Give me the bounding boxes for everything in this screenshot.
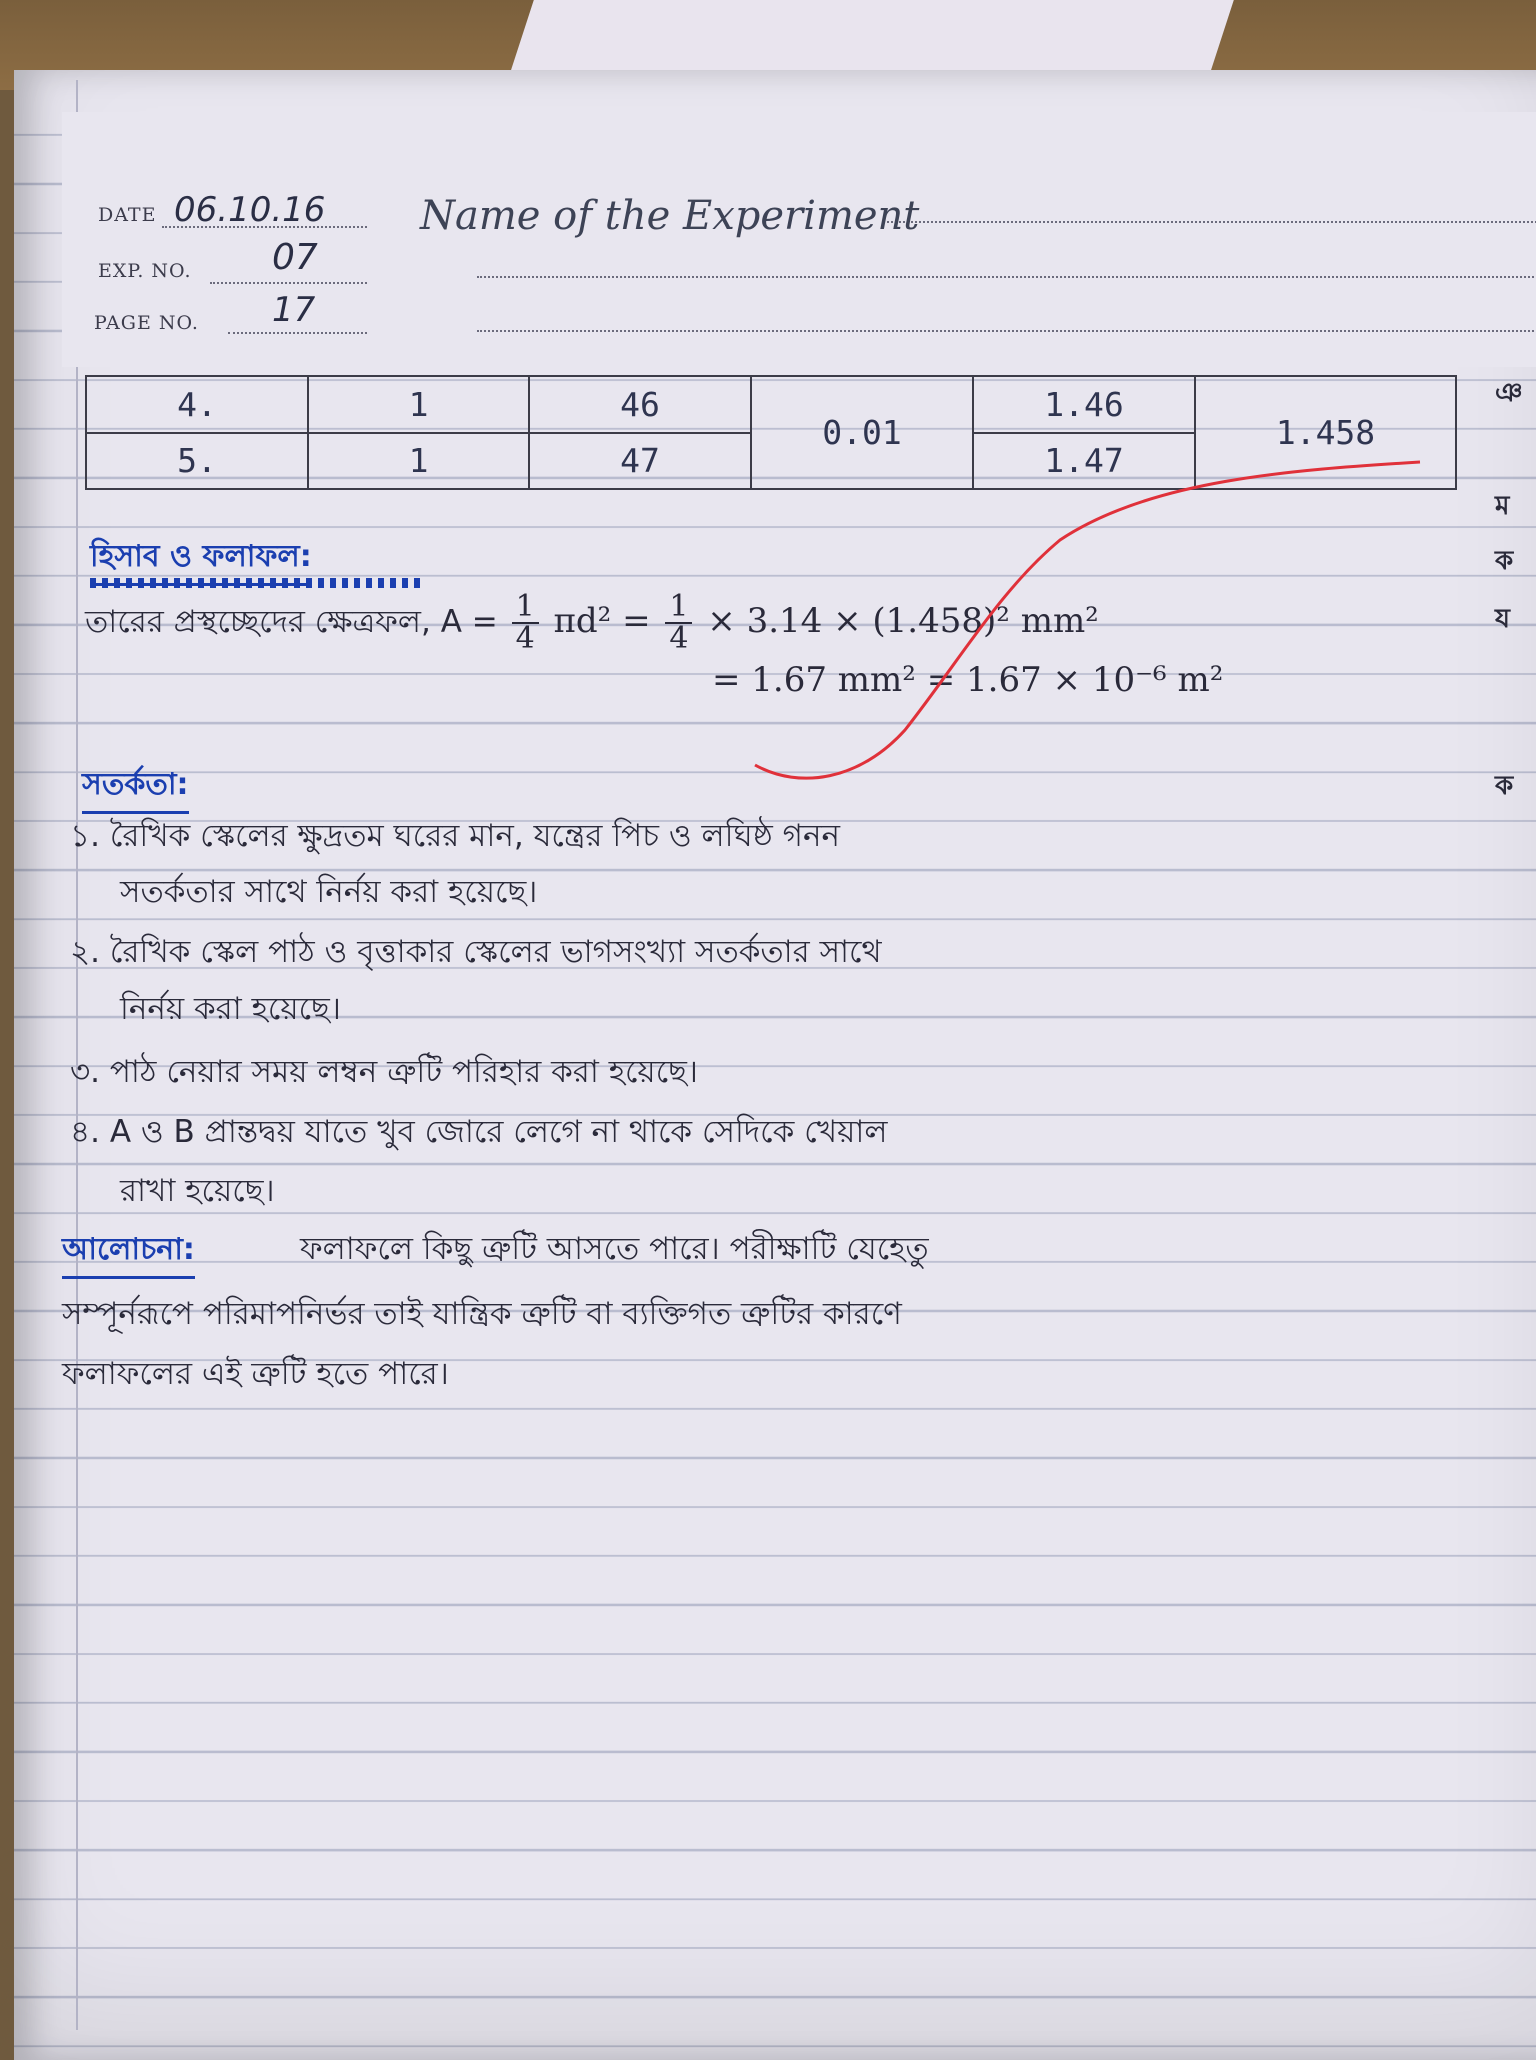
equals-sign: = xyxy=(622,601,651,641)
page-no-value: 17 xyxy=(272,290,316,330)
table-cell: 1 xyxy=(308,376,529,433)
date-label: DATE xyxy=(98,204,157,226)
list-item: সতর্কতার সাথে নির্নয় করা হয়েছে। xyxy=(120,874,538,910)
experiment-title: Name of the Experiment xyxy=(420,193,920,239)
page-no-label: PAGE NO. xyxy=(94,312,199,334)
exp-no-value: 07 xyxy=(272,237,318,278)
table-cell: 1 xyxy=(308,433,529,490)
fraction: $\frac{1}{4}$ xyxy=(512,592,539,654)
list-item: নির্নয় করা হয়েছে। xyxy=(120,991,341,1027)
table-cell: 1.458 xyxy=(1195,376,1456,489)
pi-d-squared: πd² xyxy=(553,601,612,641)
list-item: ৩. পাঠ নেয়ার সময় লম্বন ত্রুটি পরিহার করা হয়েছে। xyxy=(70,1054,699,1090)
area-text: তারের প্রস্থচ্ছেদের ক্ষেত্রফল, A = xyxy=(85,604,498,640)
date-value: 06.10.16 xyxy=(174,190,326,230)
edge-glyph: ঞ xyxy=(1495,378,1523,408)
list-item: রাখা হয়েছে। xyxy=(120,1173,275,1209)
discussion-line-1: ফলাফলে কিছু ত্রুটি আসতে পারে। পরীক্ষাটি যেহেতু xyxy=(300,1231,929,1267)
calculation-title: হিসাব ও ফলাফল: xyxy=(90,532,312,586)
table-cell: 5. xyxy=(86,433,308,490)
calculation-line-2: = 1.67 mm² = 1.67 × 10⁻⁶ m² xyxy=(712,660,1224,700)
edge-glyph: য xyxy=(1495,604,1510,634)
list-item: ৪. A ও B প্রান্তদ্বয় যাতে খুব জোরে লেগে না থাকে সেদিকে খেয়াল xyxy=(70,1114,888,1150)
edge-glyph: ক xyxy=(1495,771,1514,801)
list-item: ২. রৈখিক স্কেল পাঠ ও বৃত্তাকার স্কেলের ভাগসংখ্যা সতর্কতার সাথে xyxy=(70,934,882,970)
table-cell: 0.01 xyxy=(751,376,973,489)
precautions-title: সতর্কতা: xyxy=(82,760,189,814)
table-cell: 4. xyxy=(86,376,308,433)
discussion-title: আলোচনা: xyxy=(62,1225,195,1279)
table-cell: 1.47 xyxy=(973,433,1195,490)
table-cell: 1.46 xyxy=(973,376,1195,433)
discussion-line-2: সম্পূর্নরূপে পরিমাপনির্ভর তাই যান্ত্রিক ত্রুটি বা ব্যক্তিগত ত্রুটির কারণে xyxy=(62,1296,902,1332)
fraction: $\frac{1}{4}$ xyxy=(665,592,692,654)
formula-tail: × 3.14 × (1.458)² mm² xyxy=(707,601,1099,641)
table-cell: 47 xyxy=(529,433,751,490)
list-item: ১. রৈখিক স্কেলের ক্ষুদ্রতম ঘরের মান, যন্ত্রের পিচ ও লঘিষ্ঠ গনন xyxy=(70,818,840,854)
exp-no-label: EXP. NO. xyxy=(98,260,192,282)
discussion-line-3: ফলাফলের এই ত্রুটি হতে পারে। xyxy=(62,1356,449,1392)
edge-glyph: ম xyxy=(1495,491,1510,521)
edge-glyph: ক xyxy=(1495,546,1514,576)
table-cell: 46 xyxy=(529,376,751,433)
